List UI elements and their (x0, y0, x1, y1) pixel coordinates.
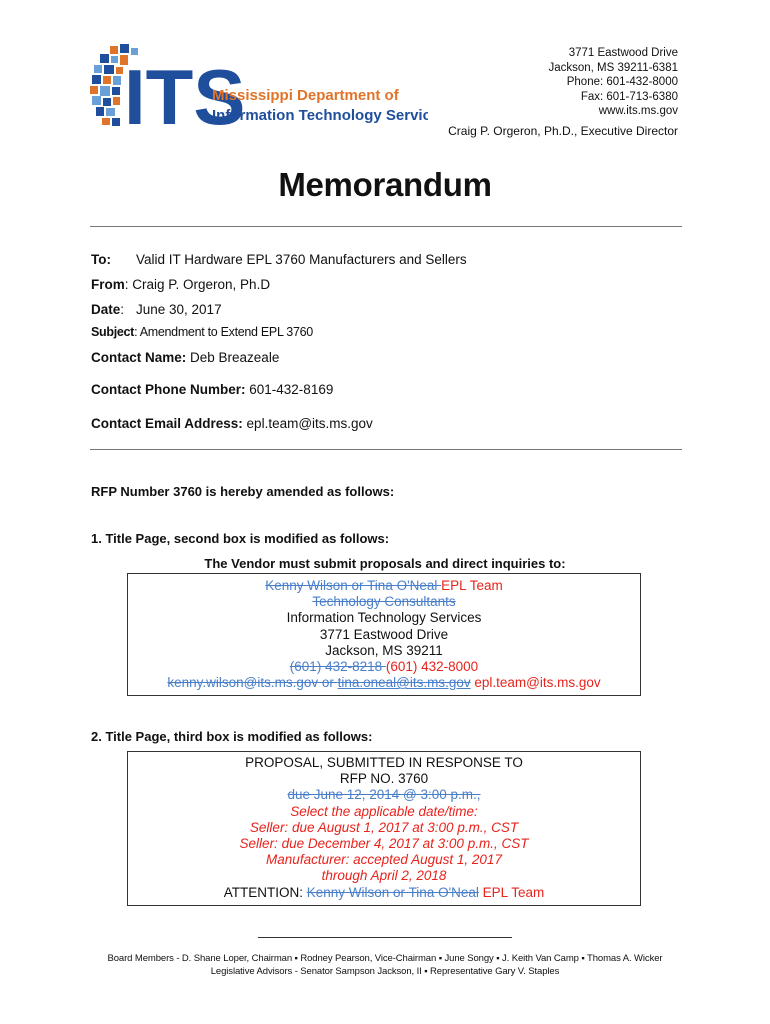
box2-line8: through April 2, 2018 (321, 868, 447, 884)
box1-line7 (128, 675, 640, 691)
from-value: : Craig P. Orgeron, Ph.D (124, 277, 271, 292)
contact-phone-field (91, 382, 333, 397)
footer-legislative-advisors: Legislative Advisors - Senator Sampson Jackson, II ▪ Representative Gary V. Staples (210, 966, 560, 977)
vendor-contact-box (127, 573, 641, 696)
date-value: June 30, 2017 (136, 302, 222, 317)
subject-field (91, 325, 313, 339)
date-field (91, 302, 124, 317)
box2-line4: Select the applicable date/time: (290, 803, 478, 819)
box1-line3: Information Technology Services (286, 610, 482, 626)
header-divider (90, 449, 682, 450)
address-block (548, 46, 678, 119)
to-field (91, 252, 111, 267)
contact-name-field (91, 350, 279, 365)
box1-line1-struck: Kenny Wilson or Tina O'Neal (265, 578, 442, 593)
logo-org-line1: Mississippi Department of (212, 87, 399, 104)
contact-name-value: Deb Breazeale (186, 350, 280, 365)
box2-line7: Manufacturer: accepted August 1, 2017 (266, 852, 502, 868)
box2-line3 (128, 787, 640, 803)
logo-letters: ITS (124, 53, 246, 134)
box2-line2: RFP NO. 3760 (339, 771, 429, 787)
item1-subheading: The Vendor must submit proposals and direct inquiries to: (204, 556, 566, 571)
box1-line7-new: epl.team@its.ms.gov (470, 675, 601, 691)
to-label: To: (91, 252, 111, 267)
box2-line9-new: EPL Team (478, 884, 545, 900)
item1-heading: 1. Title Page, second box is modified as follows: (91, 531, 390, 546)
box2-line5: Seller: due August 1, 2017 at 3:00 p.m., CST (249, 819, 519, 835)
title-divider (90, 226, 682, 227)
contact-name-label: Contact Name: (91, 350, 187, 365)
address-phone: Phone: 601-432-8000 (566, 76, 678, 88)
box1-line5: Jackson, MS 39211 (325, 642, 443, 658)
address-street: 3771 Eastwood Drive (568, 47, 678, 59)
box2-line9 (128, 885, 640, 901)
box1-line1-new: EPL Team (441, 578, 503, 593)
box1-line4: 3771 Eastwood Drive (319, 626, 449, 642)
date-colon: : (120, 302, 125, 317)
its-logo (88, 44, 428, 134)
box2-line6: Seller: due December 4, 2017 at 3:00 p.m., CST (239, 836, 529, 852)
subject-label: Subject (91, 325, 135, 339)
box1-line2 (128, 594, 640, 610)
address-website: www.its.ms.gov (598, 105, 678, 117)
subject-value: : Amendment to Extend EPL 3760 (134, 325, 313, 339)
box1-line7-struck-a: kenny.wilson@its.ms.gov or (167, 675, 338, 691)
executive-director: Craig P. Orgeron, Ph.D., Executive Director (448, 124, 678, 138)
contact-phone-label: Contact Phone Number: (91, 382, 246, 397)
memo-title: Memorandum (278, 166, 492, 203)
box1-line6-struck: (601) 432-8218 (289, 659, 386, 675)
amendment-intro: RFP Number 3760 is hereby amended as follows: (91, 484, 395, 499)
proposal-box (127, 751, 641, 906)
footer-board-members: Board Members - D. Shane Loper, Chairman ▪ Rodney Pearson, Vice-Chairman ▪ June Songy ▪ J. Keith Van Camp ▪ Thomas A. Wicker (107, 953, 663, 964)
from-label: From (91, 277, 125, 292)
box2-line1: PROPOSAL, SUBMITTED IN RESPONSE TO (245, 755, 523, 770)
contact-email-value: epl.team@its.ms.gov (242, 416, 373, 431)
from-field (91, 277, 270, 292)
box2-line3-struck: due June 12, 2014 @ 3:00 p.m., (287, 787, 481, 803)
box1-line7-struck-b: tina.oneal@its.ms.gov (337, 675, 471, 691)
footer-divider (258, 937, 512, 938)
contact-email-label: Contact Email Address: (91, 416, 243, 431)
box1-line2-struck: Technology Consultants (312, 594, 456, 610)
box1-line6-new: (601) 432-8000 (385, 659, 479, 675)
address-fax: Fax: 601-713-6380 (580, 90, 678, 103)
logo-mosaic-icon (88, 44, 428, 134)
box2-line9-label: ATTENTION: (223, 884, 307, 900)
box1-line6 (128, 659, 640, 675)
date-label: Date (91, 302, 121, 317)
box1-line1 (128, 578, 640, 594)
item2-heading: 2. Title Page, third box is modified as follows: (91, 729, 373, 744)
to-value: Valid IT Hardware EPL 3760 Manufacturers and Sellers (136, 252, 467, 267)
logo-org-line2: Information Technology Services (212, 107, 428, 124)
contact-phone-value: 601-432-8169 (245, 382, 334, 397)
contact-email-field (91, 416, 373, 431)
box2-line9-struck: Kenny Wilson or Tina O'Neal (306, 884, 479, 900)
address-city: Jackson, MS 39211-6381 (548, 61, 678, 74)
